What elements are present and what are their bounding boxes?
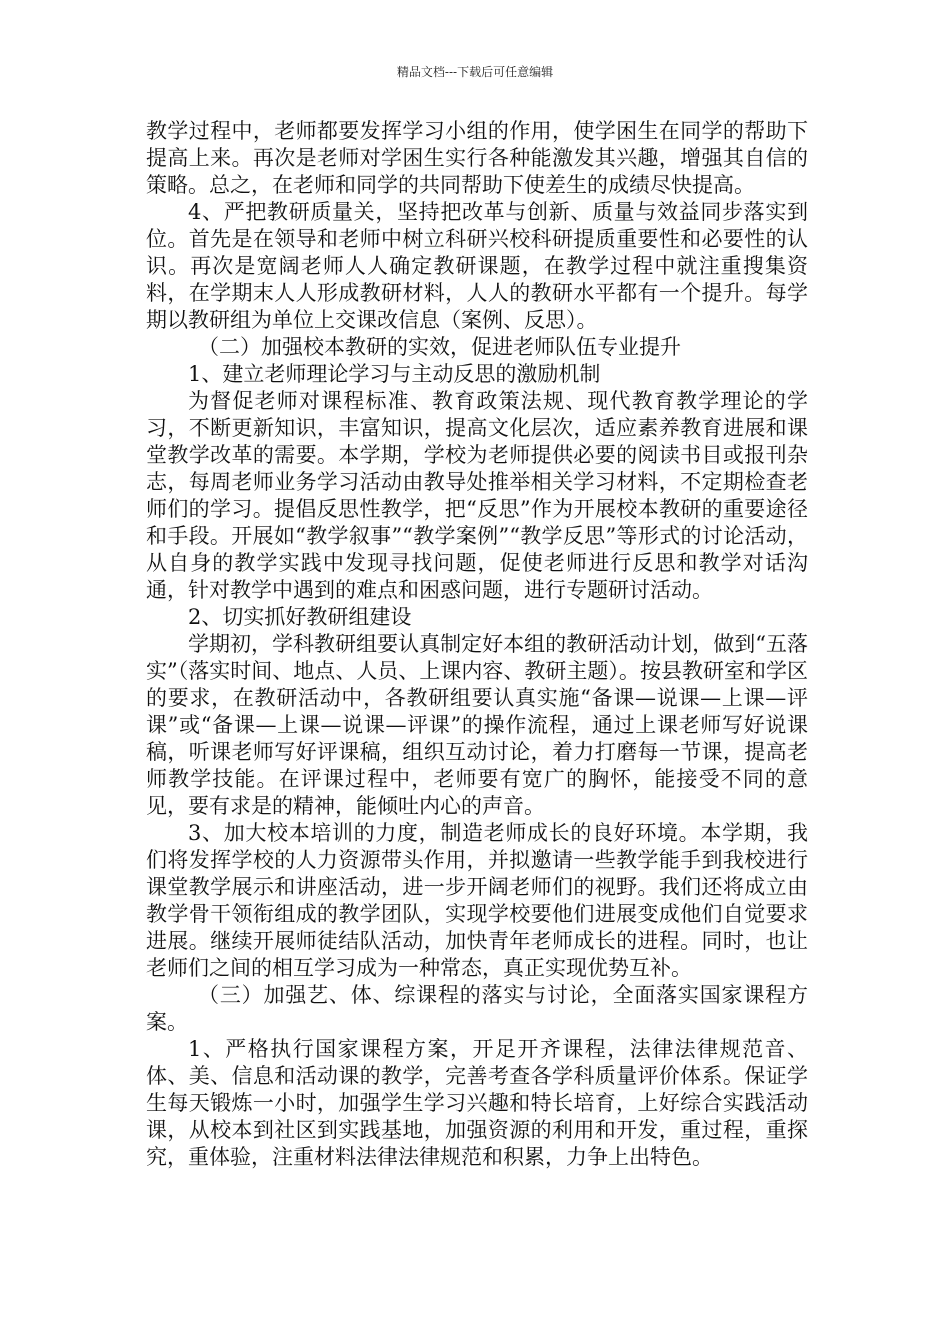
paragraph-continuation: 教学过程中，老师都要发挥学习小组的作用，使学困生在同学的帮助下提高上来。再次是老师对学困生实行各种能激发其兴趣，增强其自信的策略。总之，在老师和同学的共同帮助下使差生的成绩尽快提高。 [146,119,808,197]
page-header: 精品文档---下载后可任意编辑 [396,65,554,79]
paragraph-theory-learning: 为督促老师对课程标准、教育政策法规、现代教育教学理论的学习，不断更新知识，丰富知识，提高文化层次，适应素养教育进展和课堂教学改革的需要。本学期，学校为老师提供必要的阅读书目或报刊杂志，每周老师业务学习活动由教导处推举相关学习材料，不定期检查老师们的学习。提倡反思性教学，把“反思”作为开展校本教研的重要途径和手段。开展如“教学叙事”“教学案例”“教学反思”等形式的讨论活动，从自身的教学实践中发现寻找问题，促使老师进行反思和教学对话沟通，针对教学中遇到的难点和困惑问题，进行专题研讨活动。 [146,389,808,602]
subheading-2: 2、切实抓好教研组建设 [188,605,412,629]
section-heading-2: （二）加强校本教研的实效，促进老师队伍专业提升 [198,335,681,359]
section-heading-3: （三）加强艺、体、综课程的落实与讨论，全面落实国家课程方案。 [146,983,808,1034]
subheading-1: 1、建立老师理论学习与主动反思的激励机制 [188,362,601,386]
paragraph-item-4: 4、严把教研质量关，坚持把改革与创新、质量与效益同步落实到位。首先是在领导和老师中树立科研兴校科研提质重要性和必要性的认识。再次是宽阔老师人人确定教研课题，在教学过程中就注重搜集资料，在学期末人人形成教研材料，人人的教研水平都有一个提升。每学期以教研组为单位上交课改信息（案例、反思）。 [146,200,808,332]
document-body [146,118,808,1171]
paragraph-curriculum: 1、严格执行国家课程方案，开足开齐课程，法律法律规范音、体、美、信息和活动课的教学，完善考查各学科质量评价体系。保证学生每天锻炼一小时，加强学生学习兴趣和特长培育，上好综合实践活动课，从校本到社区到实践基地，加强资源的利用和开发，重过程，重探究，重体验，注重材料法律法律规范和积累，力争上出特色。 [146,1037,808,1169]
paragraph-research-group: 学期初，学科教研组要认真制定好本组的教研活动计划，做到“五落实”（落实时间、地点、人员、上课内容、教研主题）。按县教研室和学区的要求，在教研活动中，各教研组要认真实施“备课—说课—上课—评课”或“备课—上课—说课—评课”的操作流程，通过上课老师写好说课稿，听课老师写好评课稿，组织互动讨论，着力打磨每一节课，提高老师教学技能。在评课过程中，老师要有宽广的胸怀，能接受不同的意见，要有求是的精神，能倾吐内心的声音。 [146,632,808,818]
paragraph-item-3: 3、加大校本培训的力度，制造老师成长的良好环境。本学期，我们将发挥学校的人力资源带头作用，并拟邀请一些教学能手到我校进行课堂教学展示和讲座活动，进一步开阔老师们的视野。我们还将成立由教学骨干领衔组成的教学团队，实现学校要他们进展变成他们自觉要求进展。继续开展师徒结队活动，加快青年老师成长的进程。同时，也让老师们之间的相互学习成为一种常态，真正实现优势互补。 [146,821,808,980]
